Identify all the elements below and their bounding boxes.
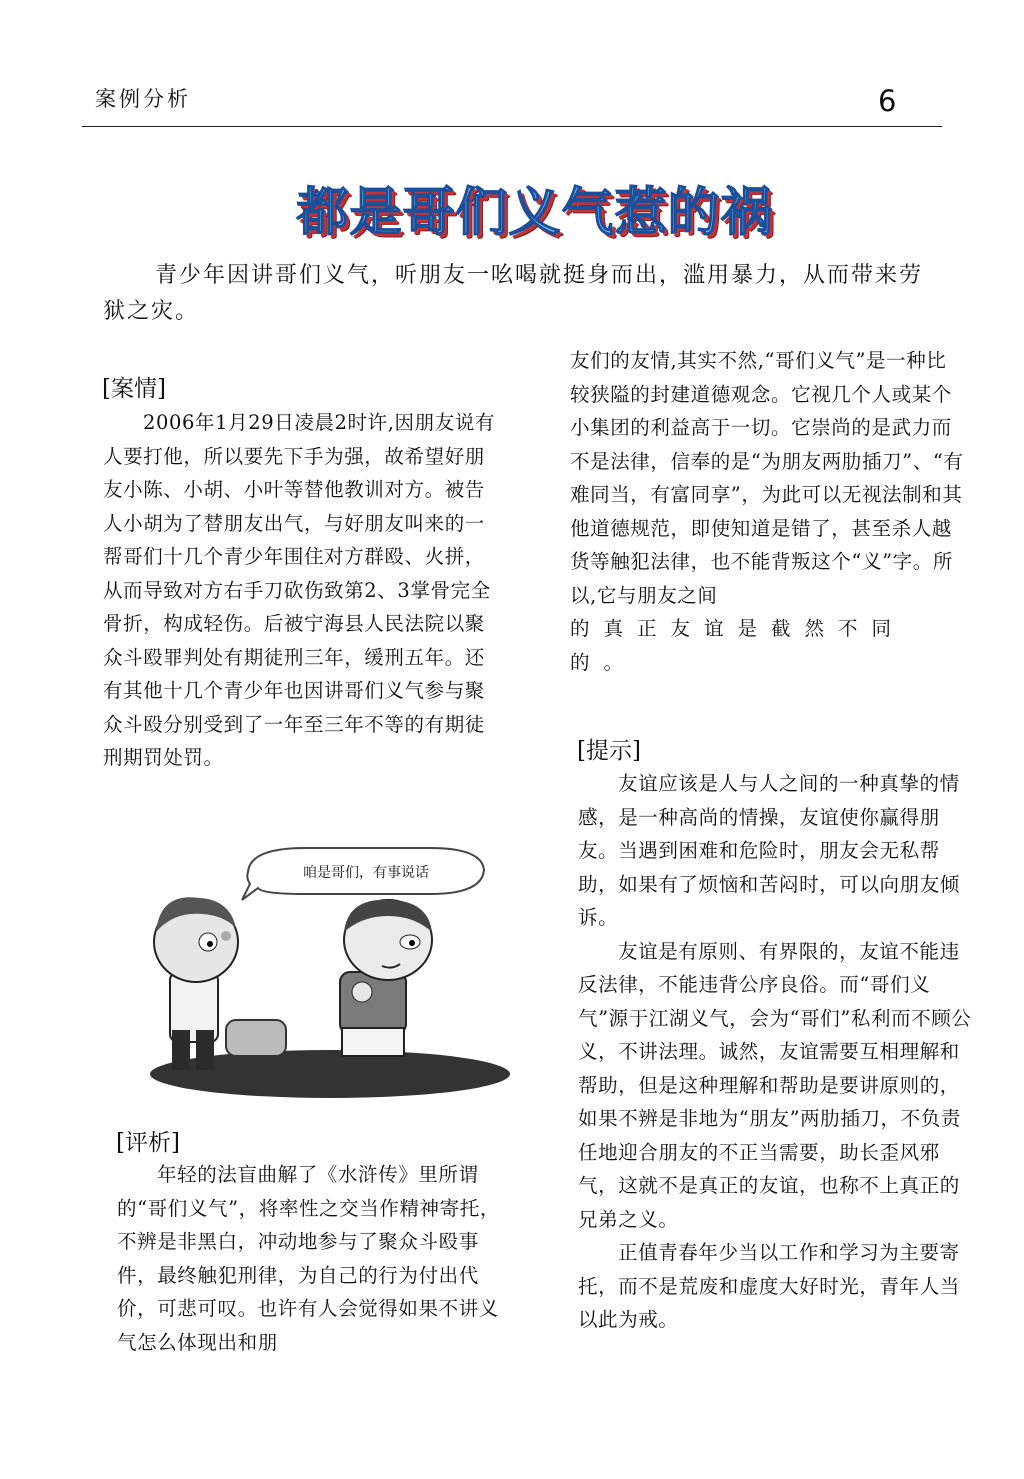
- right-column-top: [570, 344, 965, 679]
- analysis-heading: [评析]: [116, 1130, 180, 1156]
- case-body: [103, 406, 498, 775]
- tip-paragraph-2: 友谊是有原则、有界限的，友谊不能违反法律，不能违背公序良俗。而“哥们义气”源于江湖义气，会为“哥们”私利而不顾公义，不讲法理。诚然，友谊需要互相理解和帮助，但是这种理解和帮助是要讲原则的，如果不辨是非地为“朋友”两肋插刀，不负责任地迎合朋友的不正当需要，助长歪风邪气，这就不是真正的友谊，也称不上真正的兄弟之义。: [578, 939, 972, 1231]
- tip-paragraph-1: 友谊应该是人与人之间的一种真挚的情感，是一种高尚的情操，友谊使你赢得朋友。当遇到困难和危险时，朋友会无私帮助，如果有了烦恼和苦闷时，可以向朋友倾诉。: [578, 772, 960, 929]
- analysis-body: [117, 1158, 515, 1359]
- page-number: 6: [878, 84, 897, 118]
- right-top-last-line: 的真正友谊是截然不同的。: [570, 617, 906, 674]
- case-paragraph: 2006年1月29日凌晨2时许,因朋友说有人要打他，所以要先下手为强，故希望好朋友小陈、小胡、小叶等替他教训对方。被告人小胡为了替朋友出气，与好朋友叫来的一帮哥们十几个青少年围住对方群殴、火拼，从而导致对方右手刀砍伤致第2、3掌骨完全骨折，构成轻伤。后被宁海县人民法院以聚众斗殴罪判处有期徒刑三年，缓刑五年。还有其他十几个青少年也因讲哥们义气参与聚众斗殴分别受到了一年至三年不等的有期徒刑期罚处罚。: [103, 411, 496, 769]
- tip-body: [578, 767, 973, 1337]
- article-title: 都是哥们义气惹的祸: [296, 183, 774, 243]
- header-label: 案例分析: [95, 87, 191, 111]
- confident-boy: [340, 900, 432, 1056]
- case-heading: [案情]: [102, 376, 166, 402]
- tip-heading: [提示]: [577, 738, 641, 764]
- analysis-paragraph: 年轻的法盲曲解了《水浒传》里所谓的“哥们义气”，将率性之交当作精神寄托，不辨是非黑白，冲动地参与了聚众斗殴事件，最终触犯刑律，为自己的行为付出代价，可悲可叹。也许有人会觉得如果不讲义气怎么体现出和朋: [117, 1163, 500, 1354]
- bag: [226, 1020, 286, 1056]
- header-rule: [82, 126, 942, 127]
- lede-paragraph: 青少年因讲哥们义气，听朋友一吆喝就挺身而出，滥用暴力，从而带来劳狱之灾。: [103, 263, 924, 324]
- tip-paragraph-3: 正值青春年少当以工作和学习为主要寄托，而不是荒废和虚度大好时光，青年人当以此为戒。: [578, 1241, 960, 1331]
- cartoon-illustration: [130, 842, 510, 1102]
- right-top-paragraph: 友们的友情,其实不然,“哥们义气”是一种比较狭隘的封建道德观念。它视几个人或某个小集团的利益高于一切。它崇尚的是武力而不是法律，信奉的是“为朋友两肋插刀”、“有难同当，有富同享”，为此可以无视法制和其他道德规范，即使知道是错了，甚至杀人越货等触犯法律，也不能背叛这个“义”字。所以,它与朋友之间: [570, 349, 964, 607]
- speech-text: 咱是哥们，有事说话: [303, 865, 429, 881]
